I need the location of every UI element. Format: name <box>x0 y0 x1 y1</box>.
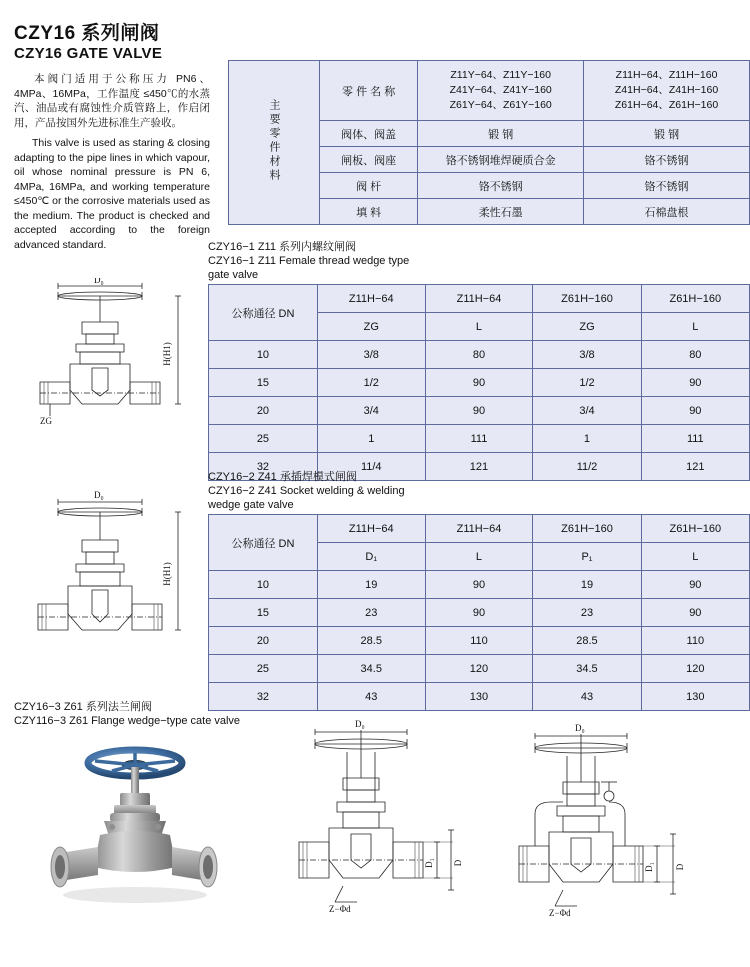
spec2-cell: 130 <box>425 683 533 711</box>
spec2-cell: 120 <box>641 655 749 683</box>
spec2-model-1: Z11H−64 <box>317 515 425 543</box>
table-row <box>209 599 750 627</box>
materials-value: 石棉盘根 <box>584 199 750 225</box>
materials-value: 铬不锈钢 <box>418 173 584 199</box>
drawing-z41-gate-valve <box>10 490 200 690</box>
spec2-dim-1: D₁ <box>317 543 425 571</box>
section1-caption-en-1: CZY16−1 Z11 Female thread wedge type <box>208 255 410 267</box>
spec1-cell: 111 <box>641 425 749 453</box>
spec1-cell: 3/8 <box>533 341 641 369</box>
drawing3-label-d0: D₀ <box>355 719 365 729</box>
spec1-model-1: Z11H−64 <box>317 285 425 313</box>
spec2-cell: 43 <box>533 683 641 711</box>
section2-caption-en-1: CZY16−2 Z41 Socket welding & welding <box>208 485 405 497</box>
flange-gate-valve-photo <box>40 735 230 950</box>
materials-value: 柔性石墨 <box>418 199 584 225</box>
spec1-cell: 80 <box>425 341 533 369</box>
materials-col2-line2: Z41H−64、Z41H−160 <box>614 84 719 96</box>
materials-col2-line1: Z11H−64、Z11H−160 <box>615 69 718 81</box>
spec1-cell: 111 <box>425 425 533 453</box>
spec1-dim-4: L <box>641 313 749 341</box>
spec2-cell: 120 <box>425 655 533 683</box>
section2-caption <box>208 470 405 512</box>
spec2-model-2: Z11H−64 <box>425 515 533 543</box>
section1-caption-en-2: gate valve <box>208 269 259 281</box>
materials-value: 铬不锈钢堆焊硬质合金 <box>418 147 584 173</box>
table-row <box>209 369 750 397</box>
materials-col1-line2: Z41Y−64、Z41Y−160 <box>449 84 552 96</box>
spec1-cell: 90 <box>641 369 749 397</box>
spec2-cell: 110 <box>425 627 533 655</box>
spec2-dn-value: 32 <box>209 683 318 711</box>
table-row <box>209 425 750 453</box>
spec1-dim-2: L <box>425 313 533 341</box>
drawing2-label-height: H(H1) <box>162 562 172 586</box>
spec2-dim-2: L <box>425 543 533 571</box>
table-row <box>209 655 750 683</box>
table-row <box>229 61 750 121</box>
spec2-cell: 90 <box>425 571 533 599</box>
materials-col1-line1: Z11Y−64、Z11Y−160 <box>450 69 551 81</box>
materials-value: 铬不锈钢 <box>584 173 750 199</box>
materials-vertical-header <box>229 61 320 225</box>
table-row <box>209 571 750 599</box>
section2-caption-en-2: wedge gate valve <box>208 499 294 511</box>
spec1-model-4: Z61H−160 <box>641 285 749 313</box>
intro-text <box>14 72 210 258</box>
section3-caption-en: CZY116−3 Z61 Flange wedge−type cate valve <box>14 715 241 727</box>
materials-value: 铬不锈钢 <box>584 147 750 173</box>
table-row <box>209 341 750 369</box>
materials-value: 锻 钢 <box>418 121 584 147</box>
section2-caption-cn: CZY16−2 Z41 承插焊模式闸阀 <box>208 471 357 483</box>
spec2-cell: 90 <box>641 599 749 627</box>
table-row <box>209 515 750 543</box>
spec2-dn-value: 20 <box>209 627 318 655</box>
spec2-cell: 23 <box>317 599 425 627</box>
materials-table <box>228 60 750 225</box>
spec1-dn-value: 15 <box>209 369 318 397</box>
page-title-en: CZY16 GATE VALVE <box>14 45 163 62</box>
spec1-cell: 90 <box>425 369 533 397</box>
drawing1-label-height: H(H1) <box>162 342 172 366</box>
drawing4-label-bolt: Z−Φd <box>549 908 571 918</box>
drawing3-label-d1: D₁ <box>424 858 434 868</box>
spec1-model-3: Z61H−160 <box>533 285 641 313</box>
spec2-cell: 23 <box>533 599 641 627</box>
spec1-cell: 1 <box>317 425 425 453</box>
spec1-dn-value: 20 <box>209 397 318 425</box>
intro-paragraph-cn: 本阀门适用于公称压力 PN6、4MPa、16MPa，工作温度 ≤450℃的水蒸汽、油品或有腐蚀性介质管路上，作启闭用，产品按国外先进标准生产验收。 <box>14 73 210 129</box>
materials-parts-header: 零 件 名 称 <box>320 61 418 121</box>
spec1-dn-value: 32 <box>209 453 318 481</box>
spec1-dn-value: 10 <box>209 341 318 369</box>
table-row <box>209 285 750 313</box>
spec2-model-4: Z61H−160 <box>641 515 749 543</box>
spec1-cell: 3/4 <box>317 397 425 425</box>
spec1-model-2: Z11H−64 <box>425 285 533 313</box>
spec-table-z11 <box>208 284 750 481</box>
spec1-cell: 90 <box>641 397 749 425</box>
materials-col2-line3: Z61H−64、Z61H−160 <box>614 99 719 111</box>
page-title-cn: CZY16 系列闸阀 <box>14 23 160 44</box>
table-row <box>209 627 750 655</box>
spec1-cell: 1 <box>533 425 641 453</box>
section3-caption <box>14 700 240 728</box>
spec2-cell: 28.5 <box>533 627 641 655</box>
spec2-cell: 130 <box>641 683 749 711</box>
spec2-cell: 34.5 <box>317 655 425 683</box>
materials-col1-header <box>418 61 584 121</box>
spec1-cell: 121 <box>641 453 749 481</box>
spec2-dn-value: 15 <box>209 599 318 627</box>
drawing-z11-gate-valve <box>10 278 200 458</box>
drawing3-label-bolt: Z−Φd <box>329 904 351 914</box>
spec2-model-3: Z61H−160 <box>533 515 641 543</box>
spec1-dn-value: 25 <box>209 425 318 453</box>
section3-caption-cn: CZY16−3 Z61 系列法兰闸阀 <box>14 701 152 713</box>
materials-vertical-header-text: 主要零件材料 <box>268 98 280 183</box>
drawing-flange-gate-valve-2 <box>505 718 720 958</box>
spec2-cell: 110 <box>641 627 749 655</box>
materials-part-name: 填 料 <box>320 199 418 225</box>
spec-table-z41 <box>208 514 750 711</box>
materials-col2-header <box>584 61 750 121</box>
spec2-cell: 90 <box>641 571 749 599</box>
spec2-cell: 28.5 <box>317 627 425 655</box>
spec1-dn-header: 公称通径 DN <box>209 285 318 341</box>
drawing-flange-gate-valve-1 <box>285 718 475 958</box>
table-row <box>209 397 750 425</box>
spec2-dn-value: 25 <box>209 655 318 683</box>
spec1-cell: 3/8 <box>317 341 425 369</box>
spec2-cell: 90 <box>425 599 533 627</box>
spec2-cell: 19 <box>317 571 425 599</box>
spec2-dim-3: P₁ <box>533 543 641 571</box>
spec1-cell: 121 <box>425 453 533 481</box>
materials-value: 锻 钢 <box>584 121 750 147</box>
drawing4-label-d0: D₀ <box>575 723 585 733</box>
materials-part-name: 阀体、阀盖 <box>320 121 418 147</box>
intro-paragraph-en: This valve is used as staring & closing adapting to the pipe lines in which vapour, oil whose nominal pressure is PN 6, 4MPa, 16MPa, and working temperature ≤450℃ or the corrosive materials used as the medium. The product is checked and accepted according to the foreign advanced standard. <box>14 137 210 251</box>
drawing1-label-d0: D₀ <box>94 278 104 285</box>
section1-caption-cn: CZY16−1 Z11 系列内螺纹闸阀 <box>208 241 357 253</box>
spec2-dn-value: 10 <box>209 571 318 599</box>
spec1-cell: 80 <box>641 341 749 369</box>
spec1-cell: 1/2 <box>533 369 641 397</box>
section1-caption <box>208 240 409 282</box>
spec2-cell: 34.5 <box>533 655 641 683</box>
spec2-dim-4: L <box>641 543 749 571</box>
spec1-cell: 11/2 <box>533 453 641 481</box>
spec2-cell: 19 <box>533 571 641 599</box>
materials-part-name: 闸板、阀座 <box>320 147 418 173</box>
spec2-cell: 43 <box>317 683 425 711</box>
drawing1-label-zg: ZG <box>40 416 52 426</box>
spec1-dim-3: ZG <box>533 313 641 341</box>
spec1-cell: 11/4 <box>317 453 425 481</box>
drawing3-label-d: D <box>453 859 463 867</box>
spec1-cell: 1/2 <box>317 369 425 397</box>
materials-part-name: 阀 杆 <box>320 173 418 199</box>
drawing4-label-d1: D₁ <box>644 862 654 872</box>
table-row <box>209 683 750 711</box>
spec1-cell: 90 <box>425 397 533 425</box>
spec2-dn-header: 公称通径 DN <box>209 515 318 571</box>
spec1-dim-1: ZG <box>317 313 425 341</box>
drawing2-label-d0: D₀ <box>94 490 104 500</box>
spec1-cell: 3/4 <box>533 397 641 425</box>
materials-col1-line3: Z61Y−64、Z61Y−160 <box>449 99 552 111</box>
drawing4-label-d: D <box>675 863 685 871</box>
